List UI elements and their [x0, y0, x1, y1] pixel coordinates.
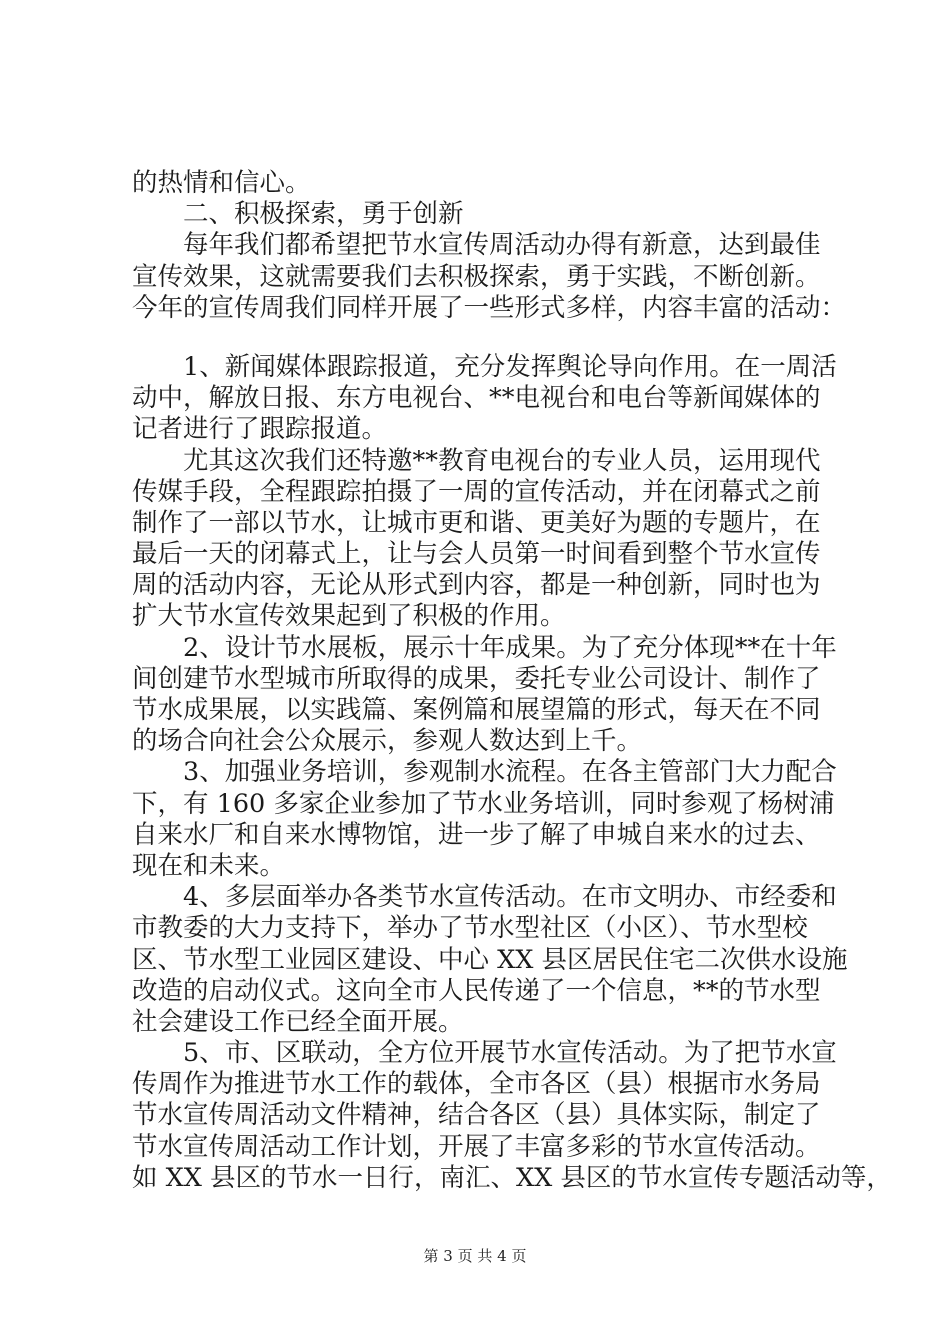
- text-line: 传媒手段，全程跟踪拍摄了一周的宣传活动，并在闭幕式之前: [132, 476, 821, 507]
- text-line: 4、多层面举办各类节水宣传活动。在市文明办、市经委和: [132, 882, 837, 913]
- text-line: 节水宣传周活动工作计划，开展了丰富多彩的节水宣传活动。: [132, 1131, 821, 1162]
- text-line: 传周作为推进节水工作的载体，全市各区（县）根据市水务局: [132, 1069, 821, 1100]
- paragraph-group-items: [132, 351, 892, 1194]
- text-line: 5、市、区联动，全方位开展节水宣传活动。为了把节水宣: [132, 1038, 837, 1069]
- text-line: 下，有 160 多家企业参加了节水业务培训，同时参观了杨树浦: [132, 788, 835, 819]
- paragraph-group-top: [132, 168, 847, 324]
- text-line: 的场合向社会公众展示，参观人数达到上千。: [132, 726, 643, 757]
- text-line: 如 XX 县区的节水一日行，南汇、XX 县区的节水宣传专题活动等，: [132, 1162, 892, 1193]
- text-line: 动中，解放日报、东方电视台、**电视台和电台等新闻媒体的: [132, 383, 821, 414]
- text-line: 的热情和信心。: [132, 168, 311, 198]
- text-line: 改造的启动仪式。这向全市人民传递了一个信息，**的节水型: [132, 975, 821, 1006]
- section-heading: 二、积极探索，勇于创新: [132, 199, 464, 230]
- text-line: 2、设计节水展板，展示十年成果。为了充分体现**在十年: [132, 632, 837, 663]
- text-line: 市教委的大力支持下，举办了节水型社区（小区）、节水型校: [132, 913, 808, 944]
- blank-line: [132, 324, 832, 352]
- text-line: 制作了一部以节水，让城市更和谐、更美好为题的专题片，在: [132, 507, 821, 538]
- text-line: 每年我们都希望把节水宣传周活动办得有新意，达到最佳: [132, 230, 821, 261]
- text-line: 今年的宣传周我们同样开展了一些形式多样，内容丰富的活动：: [132, 292, 847, 323]
- text-line: 宣传效果，这就需要我们去积极探索，勇于实践，不断创新。: [132, 261, 821, 292]
- document-body: [132, 168, 892, 1194]
- text-line: 周的活动内容，无论从形式到内容，都是一种创新，同时也为: [132, 570, 821, 601]
- text-line: 尤其这次我们还特邀**教育电视台的专业人员，运用现代: [132, 445, 821, 476]
- text-line: 自来水厂和自来水博物馆，进一步了解了申城自来水的过去、: [132, 819, 821, 850]
- text-line: 节水成果展，以实践篇、案例篇和展望篇的形式，每天在不同: [132, 695, 821, 725]
- text-line: 最后一天的闭幕式上，让与会人员第一时间看到整个节水宣传: [132, 539, 821, 570]
- page-footer: 第 3 页 共 4 页: [423, 1247, 527, 1265]
- text-line: 现在和未来。: [132, 850, 286, 881]
- text-line: 记者进行了跟踪报道。: [132, 414, 388, 445]
- text-line: 间创建节水型城市所取得的成果，委托专业公司设计、制作了: [132, 663, 821, 694]
- text-line: 3、加强业务培训，参观制水流程。在各主管部门大力配合: [132, 757, 837, 788]
- text-line: 社会建设工作已经全面开展。: [132, 1006, 464, 1037]
- text-line: 扩大节水宣传效果起到了积极的作用。: [132, 601, 566, 632]
- text-line: 节水宣传周活动文件精神，结合各区（县）具体实际，制定了: [132, 1100, 821, 1131]
- text-line: 1、新闻媒体跟踪报道，充分发挥舆论导向作用。在一周活: [132, 351, 837, 382]
- text-line: 区、节水型工业园区建设、中心 XX 县区居民住宅二次供水设施: [132, 944, 848, 975]
